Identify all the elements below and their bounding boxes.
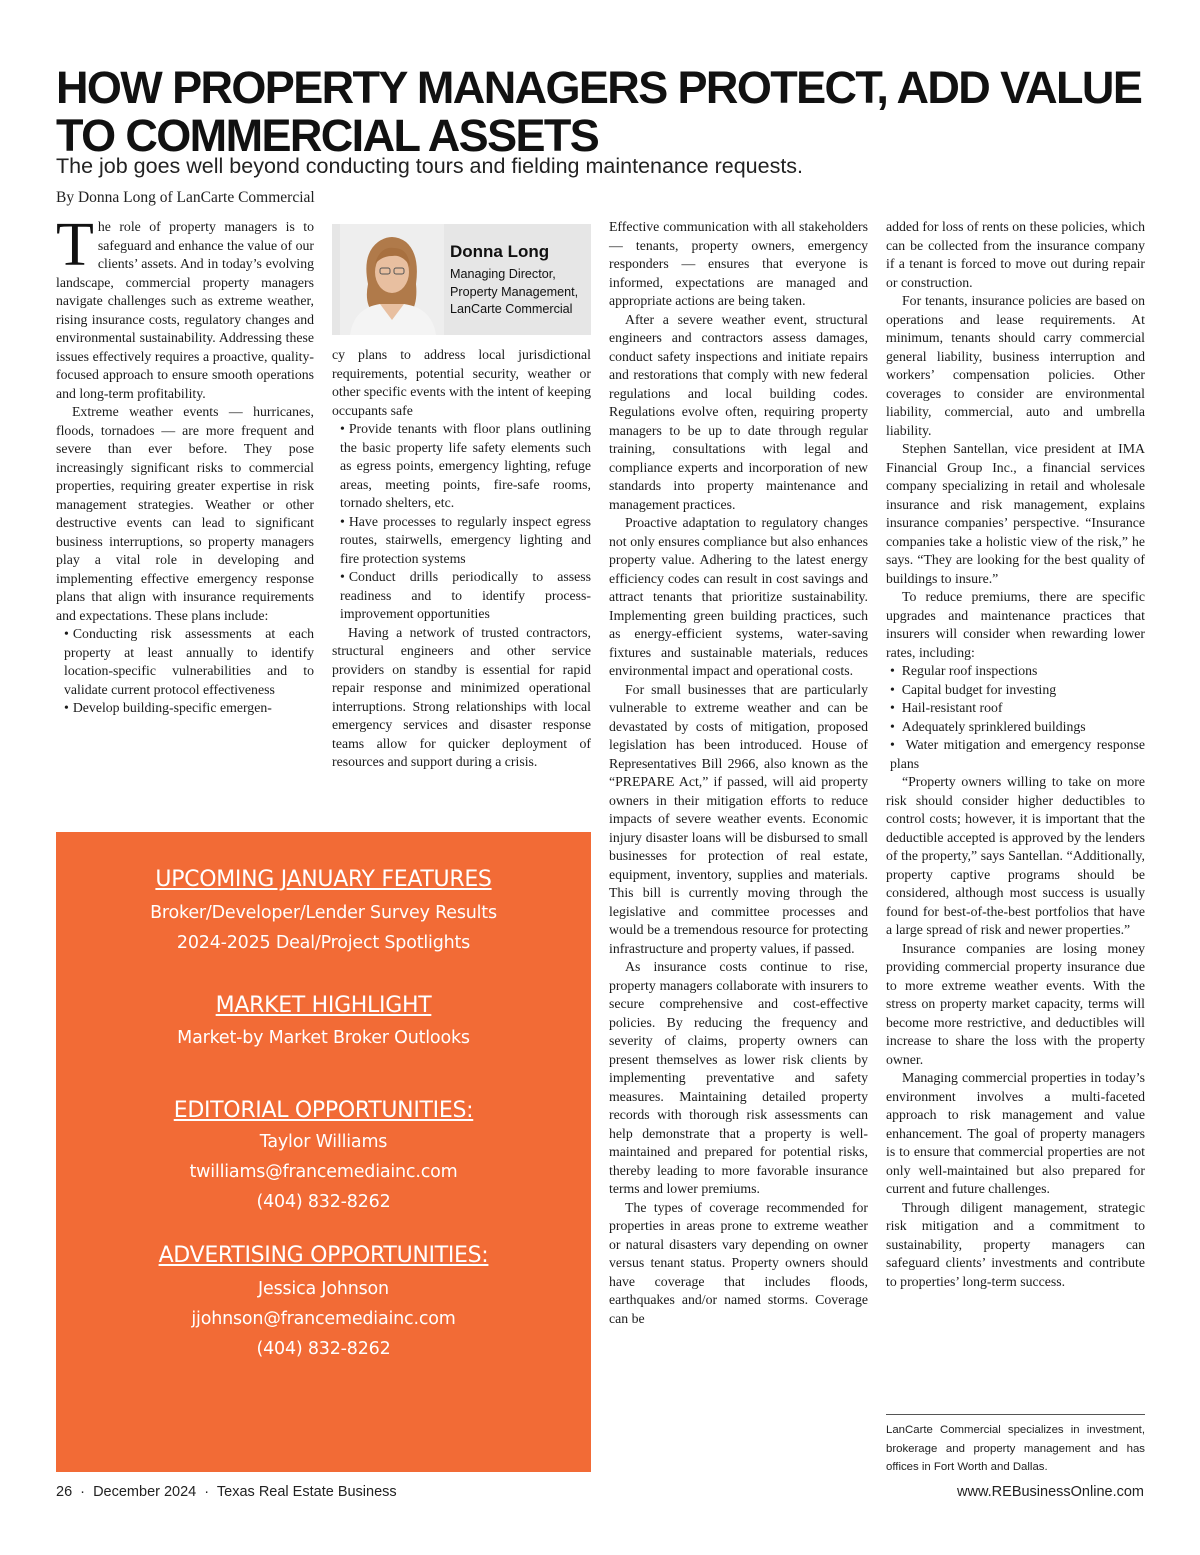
article-column-1 (56, 211, 314, 818)
paragraph: The types of coverage recommended for properties in areas prone to extreme weather or natural disasters vary depending on owner versus tenant status. Property owners should have coverage that includes floods, earthquakes and/or named storms. Coverage can be (609, 1199, 868, 1326)
paragraph-text: he role of property managers is to safeguard and enhance the value of our clients’ assets. And in today’s evolving landscape, commercial property managers navigate challenges such as extreme weather, rising insurance costs, regulatory changes and environmental sustainability. Addressing these issues effectively requires a proactive, quality-focused approach to ensure smooth operations and long-term profitability. (56, 219, 314, 401)
editorial-contact-name: Taylor Williams (259, 1132, 388, 1152)
bullet-item (332, 568, 591, 624)
promo-heading-editorial: EDITORIAL OPPORTUNITIES: (173, 1098, 474, 1123)
paragraph: Through diligent management, strategic risk mitigation and a commitment to sustainability, property managers can safeguard clients’ investments and contribute to properties’ long-term success. (886, 1199, 1145, 1289)
bullet-icon: • (340, 421, 345, 436)
promo-heading-advertising: ADVERTISING OPPORTUNITIES: (158, 1243, 489, 1268)
bullet-icon: • (340, 569, 345, 584)
advertising-contact-phone: (404) 832-8262 (256, 1339, 391, 1359)
author-photo (340, 224, 444, 335)
bullet-item (332, 420, 591, 513)
author-title: Managing Director, Property Management, LanCarte Commercial (450, 267, 579, 316)
article-column-3 (609, 218, 868, 1480)
list-item-text: Adequately sprinklered buildings (901, 718, 1086, 734)
paragraph: Proactive adaptation to regulatory changes not only ensures compliance but also enhances property value. Adhering to the latest energy efficiency codes can result in cost savings and attract tenants that prioritize sustainability. Implementing green building practices, such as energy-efficient systems, water-saving fixtures and sustainable materials, reduces environmental impact and operational costs. (609, 515, 868, 678)
promo-heading-january-features: UPCOMING JANUARY FEATURES (155, 867, 492, 892)
list-item-text: Capital budget for investing (901, 681, 1057, 697)
bullet-item (332, 513, 591, 569)
paragraph: Managing commercial properties in today’s environment involves a multi-faceted approach to risk management and value enhancement. The goal of property managers is to ensure that commercial properties are not only well-maintained but also prepared for current and future challenges. (886, 1070, 1145, 1196)
bullet-text: Conduct drills periodically to assess readiness and to identify process-improvement opportunities (340, 569, 591, 621)
promo-line: 2024-2025 Deal/Project Spotlights (176, 933, 471, 953)
advertising-contact-name: Jessica Johnson (258, 1279, 389, 1299)
bullet-icon: • (890, 663, 902, 678)
paragraph: As insurance costs continue to rise, property managers collaborate with insurers to secure comprehensive and cost-effective policies. By reducing the frequency and severity of claims, property owners can present themselves as lower risk clients by implementing preventative and safety measures. Maintaining detailed property records with thorough risk assessments can help demonstrate that a property is well-maintained and prepared for potential risks, thereby leading to more favorable insurance terms and lower premiums. (609, 959, 868, 1196)
list-item (886, 681, 1145, 700)
author-footnote: LanCarte Commercial specializes in investment, brokerage and property management and has offices in Fort Worth and Dallas. (886, 1424, 1145, 1473)
page-footer-info: 26 · December 2024 · Texas Real Estate Business (56, 1484, 397, 1500)
paragraph: To reduce premiums, there are specific upgrades and maintenance practices that insurers will consider when rewarding lower rates, including: (886, 589, 1145, 660)
promo-line: Market-by Market Broker Outlooks (177, 1028, 470, 1048)
author-box (332, 224, 591, 335)
promo-heading-market-highlight: MARKET HIGHLIGHT (215, 993, 432, 1018)
paragraph: Stephen Santellan, vice president at IMA Financial Group Inc., a financial services company specializing in retail and wholesale insurance and risk management, explains insurance companies’ perspective. “Insurance companies take a holistic view of the risk,” he says. “They are looking for the best quality of buildings to insure.” (886, 441, 1145, 586)
paragraph: For small businesses that are particularly vulnerable to extreme weather and can be devastated by costs of mitigation, proposed legislation has been introduced. House of Representatives Bill 2966, also known as the “PREPARE Act,” if passed, will aid property owners in their mitigation efforts to reduce impacts of severe weather events. Economic injury disaster loans will be disbursed to small businesses for protection of real estate, equipment, inventory, supplies and materials. This bill is currently moving through the legislative and committee processes and would be a tremendous resource for protecting infrastructure and property values, if passed. (609, 681, 868, 956)
paragraph: added for loss of rents on these policies, which can be collected from the insurance company if a tenant is forced to move out during repair or construction. (886, 219, 1145, 290)
bullet-item (56, 625, 314, 699)
author-name: Donna Long (450, 242, 550, 261)
advertising-contact-email[interactable]: jjohnson@francemediainc.com (191, 1309, 456, 1329)
article-column-4 (886, 218, 1145, 1398)
bullet-icon: • (890, 681, 902, 697)
list-item (886, 699, 1145, 718)
bullet-icon: • (64, 700, 69, 715)
bullet-item (56, 699, 314, 718)
bullet-icon: • (340, 513, 345, 529)
editorial-contact-phone: (404) 832-8262 (256, 1192, 391, 1212)
list-item-text: Water mitigation and emergency response plans (890, 737, 1145, 771)
list-item-text: Hail-resistant roof (901, 700, 1003, 715)
bullet-text: Conducting risk assessments at each property at least annually to identify location-specific vulnerabilities and to validate current protocol effectiveness (64, 626, 314, 697)
drop-cap: T (56, 211, 94, 279)
list-item-text: Regular roof inspections (901, 663, 1038, 678)
article-column-2 (332, 346, 591, 816)
bullet-icon: • (890, 737, 906, 752)
list-item (886, 736, 1145, 773)
paragraph: Insurance companies are losing money providing commercial property insurance due to more extreme weather events. With the stress on property market capacity, terms will become more restrictive, and deductibles will increase to share the loss with the property owner. (886, 940, 1145, 1067)
bullet-text: Have processes to regularly inspect egress routes, stairwells, emergency lighting and fire protection systems (340, 513, 591, 566)
article-subhead: The job goes well beyond conducting tours and fielding maintenance requests. (56, 154, 804, 178)
bullet-icon: • (64, 626, 69, 641)
website-link[interactable]: www.REBusinessOnline.com (957, 1484, 1144, 1500)
paragraph: “Property owners willing to take on more risk should consider higher deductibles to control costs; however, it is important that the deductible accepted is approved by the lenders of the property,” says Santellan. “Additionally, property captive programs should be considered, although most success is usually found for best-of-the-best portfolios that have a large spread of risk and newer properties.” (886, 774, 1145, 937)
paragraph: Extreme weather events — hurricanes, floods, tornadoes — are more frequent and severe than ever before. They pose increasingly significant risks to commercial properties, requiring greater expertise in risk management strategies. Weather or other destructive events can lead to significant business interruptions, so property managers play a vital role in developing and implementing effective emergency response plans that align with insurance requirements and expectations. These plans include: (56, 404, 314, 623)
paragraph: After a severe weather event, structural engineers and contractors assess damages, conduct safety inspections and initiate repairs and restorations that comply with new federal regulations and local building codes. Regulations evolve often, requiring property managers to be up to date through regular training, consultations with legal and compliance experts and incorporation of new standards into property maintenance and management practices. (609, 311, 868, 512)
paragraph: For tenants, insurance policies are based on operations and lease requirements. At minimum, tenants should carry commercial general liability, business interruption and workers’ compensation policies. Other coverages to consider are environmental liability, commercial, auto and umbrella liability. (886, 293, 1145, 438)
paragraph (56, 211, 314, 403)
footnote-divider (886, 1414, 1145, 1415)
editorial-contact-email[interactable]: twilliams@francemediainc.com (189, 1162, 458, 1182)
paragraph: Having a network of trusted contractors, structural engineers and other service providers on standby is essential for rapid repair response and minimized operational interruptions. Strong relationships with local emergency services and disaster response teams allow for quicker deployment of resources and support during a crisis. (332, 624, 591, 769)
upgrade-list (886, 662, 1145, 773)
bullet-text: Provide tenants with floor plans outlining the basic property life safety elements such as egress points, emergency lighting, refuge areas, meeting points, fire-safe rooms, tornado shelters, etc. (340, 421, 591, 510)
promo-box (56, 832, 591, 1472)
promo-line: Broker/Developer/Lender Survey Results (150, 903, 497, 923)
list-item (886, 662, 1145, 681)
bullet-text: Develop building-specific emergen- (72, 700, 272, 715)
paragraph: cy plans to address local jurisdictional requirements, potential security, weather or other specific events with the intent of keeping occupants safe (332, 347, 591, 418)
bullet-icon: • (890, 700, 902, 715)
article-byline: By Donna Long of LanCarte Commercial (56, 189, 315, 206)
article-headline: HOW PROPERTY MANAGERS PROTECT, ADD VALUE TO COMMERCIAL ASSETS (56, 62, 1142, 161)
bullet-icon: • (890, 718, 902, 734)
paragraph: Effective communication with all stakeholders — tenants, property owners, emergency responders — ensures that everyone is informed, expectations are managed and appropriate actions are being taken. (609, 219, 868, 308)
list-item (886, 718, 1145, 737)
